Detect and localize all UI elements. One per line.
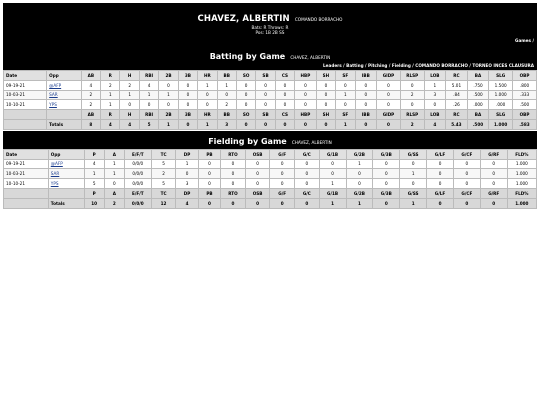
- table-cell: 3: [424, 90, 446, 100]
- fld-col-footer: G/CF: [453, 188, 480, 198]
- table-cell: 0: [427, 169, 454, 179]
- table-cell: 0: [400, 80, 424, 90]
- batting-table: [3, 70, 537, 130]
- table-cell: 1: [176, 159, 198, 169]
- table-cell: 0: [400, 179, 427, 189]
- table-cell: .333: [513, 90, 537, 100]
- bat-col-header: BA: [467, 71, 489, 81]
- table-cell: 0: [355, 90, 377, 100]
- opponent-link[interactable]: @AFP: [49, 82, 62, 88]
- table-cell: 0: [336, 100, 355, 110]
- table-cell: [47, 100, 82, 110]
- totals-cell: [4, 198, 49, 208]
- table-cell: 10-03-21: [4, 90, 47, 100]
- totals-cell: 4: [424, 119, 446, 129]
- totals-cell: 4: [120, 119, 139, 129]
- table-cell: 0: [295, 100, 317, 110]
- table-cell: 0: [178, 80, 197, 90]
- table-cell: 0: [139, 100, 158, 110]
- fld-col-header: PB: [198, 149, 220, 159]
- bat-col-header: RLSP: [400, 71, 424, 81]
- table-cell: 0: [275, 90, 294, 100]
- table-cell: 10-10-21: [4, 100, 47, 110]
- table-cell: 0: [400, 100, 424, 110]
- table-cell: [47, 80, 82, 90]
- table-cell: 10-03-21: [4, 169, 49, 179]
- totals-cell: 2: [400, 119, 424, 129]
- bat-col-header: 2B: [159, 71, 178, 81]
- fielding-title-bar: [3, 131, 537, 147]
- bat-col-header: SF: [336, 71, 355, 81]
- totals-cell: 0: [178, 119, 197, 129]
- table-cell: 5: [84, 179, 104, 189]
- fld-col-header: TC: [151, 149, 176, 159]
- table-cell: 1: [84, 169, 104, 179]
- table-cell: 0: [295, 80, 317, 90]
- totals-cell: 1.000: [507, 198, 536, 208]
- fld-col-footer: [4, 188, 49, 198]
- table-cell: [48, 179, 84, 189]
- fld-col-footer: DP: [176, 188, 198, 198]
- table-cell: 0: [245, 159, 270, 169]
- table-cell: .000: [467, 100, 489, 110]
- bat-col-footer: SLG: [489, 110, 513, 120]
- bat-col-footer: BB: [217, 110, 236, 120]
- table-cell: 1: [346, 159, 373, 169]
- totals-cell: 1: [400, 198, 427, 208]
- fld-col-header: G/LF: [427, 149, 454, 159]
- table-cell: 0: [159, 100, 178, 110]
- fld-col-footer: RTO: [221, 188, 246, 198]
- fld-col-header: G/1B: [319, 149, 346, 159]
- table-cell: 1: [400, 169, 427, 179]
- bat-col-header: IBB: [355, 71, 377, 81]
- totals-cell: 8: [81, 119, 100, 129]
- opponent-link[interactable]: YPS: [49, 102, 57, 108]
- bat-col-header: OBP: [513, 71, 537, 81]
- bat-col-header: Opp: [47, 71, 82, 81]
- table-cell: 1: [101, 100, 120, 110]
- totals-cell: 0: [275, 119, 294, 129]
- table-cell: 0: [256, 100, 275, 110]
- table-cell: 0: [427, 159, 454, 169]
- table-cell: 0: [198, 100, 217, 110]
- table-cell: 0: [159, 80, 178, 90]
- table-cell: 0: [270, 179, 295, 189]
- bat-col-footer: OBP: [513, 110, 537, 120]
- fld-col-header: FLD%: [507, 149, 536, 159]
- table-cell: 0: [275, 100, 294, 110]
- bat-footer-row: [4, 110, 537, 120]
- table-cell: 1.000: [507, 179, 536, 189]
- table-cell: 0: [245, 169, 270, 179]
- table-cell: 0: [221, 169, 246, 179]
- totals-cell: 0: [377, 119, 401, 129]
- bat-col-header: AB: [81, 71, 100, 81]
- table-cell: 0: [346, 169, 373, 179]
- fld-col-footer: G/2B: [346, 188, 373, 198]
- table-cell: 2: [400, 90, 424, 100]
- table-cell: 0: [176, 169, 198, 179]
- table-cell: .000: [489, 100, 513, 110]
- table-cell: 4: [84, 159, 104, 169]
- table-cell: 0: [427, 179, 454, 189]
- table-cell: 0: [424, 100, 446, 110]
- fld-col-header: G/2B: [346, 149, 373, 159]
- totals-cell: 0: [295, 119, 317, 129]
- table-cell: .500: [513, 100, 537, 110]
- table-cell: 0: [104, 179, 124, 189]
- table-cell: 4: [139, 80, 158, 90]
- page: [3, 3, 537, 209]
- totals-cell: 1: [319, 198, 346, 208]
- table-cell: 0: [316, 90, 335, 100]
- table-cell: 2: [151, 169, 176, 179]
- table-cell: 1: [319, 179, 346, 189]
- fld-col-footer: PB: [198, 188, 220, 198]
- fld-col-footer: G/F: [270, 188, 295, 198]
- bat-col-footer: HBP: [295, 110, 317, 120]
- table-cell: 1: [104, 159, 124, 169]
- table-cell: 0: [217, 90, 236, 100]
- totals-cell: 3: [217, 119, 236, 129]
- fld-col-footer: OSB: [245, 188, 270, 198]
- bat-col-footer: HR: [198, 110, 217, 120]
- table-cell: 0: [453, 179, 480, 189]
- bat-col-header: Date: [4, 71, 47, 81]
- table-cell: 0: [256, 90, 275, 100]
- fld-totals-row: [4, 198, 537, 208]
- table-cell: 0: [373, 169, 400, 179]
- table-cell: 0: [295, 90, 317, 100]
- bat-col-header: H: [120, 71, 139, 81]
- totals-cell: [4, 119, 47, 129]
- table-cell: 0: [198, 179, 220, 189]
- table-cell: 1: [424, 80, 446, 90]
- bat-col-header: LOB: [424, 71, 446, 81]
- totals-cell: 4: [176, 198, 198, 208]
- fld-col-header: Date: [4, 149, 49, 159]
- fielding-table: [3, 149, 537, 209]
- totals-cell: .583: [513, 119, 537, 129]
- bat-col-footer: [47, 110, 82, 120]
- table-cell: 3: [176, 179, 198, 189]
- fld-col-header: G/F: [270, 149, 295, 159]
- table-cell: 0: [316, 100, 335, 110]
- totals-cell: 0: [245, 198, 270, 208]
- table-cell: 0: [198, 159, 220, 169]
- bat-col-footer: [4, 110, 47, 120]
- fld-col-footer: E/F/T: [124, 188, 151, 198]
- table-cell: 1: [101, 90, 120, 100]
- bat-col-footer: SB: [256, 110, 275, 120]
- nav-breadcrumb[interactable]: Leaders / Batting / Pitching / Fielding / COMANDO BORRACHO / TORNEO INCES CLAUSURA: [3, 62, 537, 70]
- bat-col-header: GIDP: [377, 71, 401, 81]
- fld-col-header: DP: [176, 149, 198, 159]
- table-cell: [48, 159, 84, 169]
- fld-col-footer: A: [104, 188, 124, 198]
- table-cell: 0: [480, 179, 507, 189]
- bat-col-header: HBP: [295, 71, 317, 81]
- table-cell: .750: [467, 80, 489, 90]
- fld-col-header: G/CF: [453, 149, 480, 159]
- opponent-link[interactable]: @AFP: [50, 161, 63, 167]
- bat-totals-row: [4, 119, 537, 129]
- table-cell: 5.01: [446, 80, 468, 90]
- bat-col-header: SLG: [489, 71, 513, 81]
- table-cell: 0: [453, 169, 480, 179]
- bat-col-header: SH: [316, 71, 335, 81]
- fld-col-footer: G/LF: [427, 188, 454, 198]
- bat-col-footer: RC: [446, 110, 468, 120]
- table-cell: 0: [453, 159, 480, 169]
- table-row: [4, 100, 537, 110]
- table-cell: 0: [373, 159, 400, 169]
- fld-col-header: G/SS: [400, 149, 427, 159]
- table-cell: 1.500: [489, 80, 513, 90]
- totals-cell: 1: [159, 119, 178, 129]
- totals-cell: 0: [316, 119, 335, 129]
- fld-col-header: A: [104, 149, 124, 159]
- table-cell: 2: [81, 100, 100, 110]
- totals-cell: 0: [355, 119, 377, 129]
- bat-col-header: RBI: [139, 71, 158, 81]
- bat-col-footer: SF: [336, 110, 355, 120]
- table-cell: 0: [275, 80, 294, 90]
- table-cell: 0: [198, 90, 217, 100]
- bat-col-footer: BA: [467, 110, 489, 120]
- table-cell: 0: [355, 80, 377, 90]
- opponent-link[interactable]: SAR: [50, 171, 60, 177]
- table-cell: 0: [221, 159, 246, 169]
- fld-col-footer: G/1B: [319, 188, 346, 198]
- totals-cell: .500: [467, 119, 489, 129]
- table-cell: 10-10-21: [4, 179, 49, 189]
- totals-cell: 0: [236, 119, 255, 129]
- table-cell: 0: [346, 179, 373, 189]
- totals-cell: 1: [346, 198, 373, 208]
- fld-col-footer: G/C: [295, 188, 320, 198]
- table-cell: 1: [159, 90, 178, 100]
- bat-col-header: CS: [275, 71, 294, 81]
- batting-title: Batting by Game: [209, 52, 286, 61]
- table-cell: 2: [120, 80, 139, 90]
- table-cell: 0: [178, 100, 197, 110]
- fld-col-header: Opp: [48, 149, 84, 159]
- fielding-title: Fielding by Game: [208, 136, 287, 146]
- table-cell: 5: [151, 179, 176, 189]
- bat-col-header: HR: [198, 71, 217, 81]
- table-row: [4, 159, 537, 169]
- table-cell: 0: [245, 179, 270, 189]
- table-cell: 0: [270, 159, 295, 169]
- bat-col-footer: R: [101, 110, 120, 120]
- table-cell: 0: [373, 179, 400, 189]
- totals-cell: 0/0/0: [124, 198, 151, 208]
- totals-cell: 0: [427, 198, 454, 208]
- table-cell: 1: [198, 80, 217, 90]
- bat-col-header: R: [101, 71, 120, 81]
- bats-throws: Bats: R Throws: R: [251, 25, 289, 30]
- table-cell: 4: [81, 80, 100, 90]
- table-row: [4, 169, 537, 179]
- totals-cell: 2: [104, 198, 124, 208]
- bat-col-header: RC: [446, 71, 468, 81]
- table-cell: 09-19-21: [4, 159, 49, 169]
- table-cell: 0/0/0: [124, 159, 151, 169]
- totals-cell: 1: [336, 119, 355, 129]
- table-cell: .500: [467, 90, 489, 100]
- table-cell: 0: [236, 90, 255, 100]
- bat-col-footer: SH: [316, 110, 335, 120]
- table-cell: 5: [151, 159, 176, 169]
- batting-title-bar: [3, 46, 537, 62]
- positions: Pos: 1B 2B SS: [255, 30, 285, 35]
- table-cell: 2: [101, 80, 120, 90]
- player-name: CHAVEZ, ALBERTIN: [197, 14, 290, 24]
- table-cell: 0: [377, 100, 401, 110]
- totals-cell: 4: [101, 119, 120, 129]
- table-row: [4, 90, 537, 100]
- table-cell: 1.000: [507, 169, 536, 179]
- fld-footer-row: [4, 188, 537, 198]
- bat-col-footer: RBI: [139, 110, 158, 120]
- bat-col-footer: RLSP: [400, 110, 424, 120]
- fld-col-footer: [48, 188, 84, 198]
- fld-col-header: RTO: [221, 149, 246, 159]
- fld-col-header: E/F/T: [124, 149, 151, 159]
- table-cell: .800: [513, 80, 537, 90]
- batting-title-sub: CHAVEZ, ALBERTIN: [290, 55, 331, 60]
- bat-col-footer: AB: [81, 110, 100, 120]
- totals-cell: Totals: [48, 198, 84, 208]
- table-cell: 2: [81, 90, 100, 100]
- table-cell: 0: [236, 80, 255, 90]
- table-cell: 0: [178, 90, 197, 100]
- table-cell: .26: [446, 100, 468, 110]
- bat-col-header: BB: [217, 71, 236, 81]
- table-cell: .84: [446, 90, 468, 100]
- table-cell: 0: [377, 90, 401, 100]
- totals-cell: 0: [221, 198, 246, 208]
- fld-col-footer: P: [84, 188, 104, 198]
- table-cell: 0: [198, 169, 220, 179]
- table-cell: 1: [217, 80, 236, 90]
- totals-cell: 1: [198, 119, 217, 129]
- totals-cell: 0: [453, 198, 480, 208]
- table-cell: 0: [377, 80, 401, 90]
- table-cell: [48, 169, 84, 179]
- table-cell: 0: [480, 169, 507, 179]
- fld-col-footer: G/3B: [373, 188, 400, 198]
- table-cell: 0: [221, 179, 246, 189]
- bat-col-footer: SO: [236, 110, 255, 120]
- bat-col-footer: 3B: [178, 110, 197, 120]
- totals-cell: 5: [139, 119, 158, 129]
- table-cell: 0/0/0: [124, 179, 151, 189]
- fld-col-header: P: [84, 149, 104, 159]
- bat-col-header: SO: [236, 71, 255, 81]
- totals-cell: 12: [151, 198, 176, 208]
- table-cell: 0: [480, 159, 507, 169]
- table-cell: 2: [217, 100, 236, 110]
- totals-cell: 0: [270, 198, 295, 208]
- table-cell: 1: [104, 169, 124, 179]
- bat-col-footer: IBB: [355, 110, 377, 120]
- table-cell: 0: [295, 179, 320, 189]
- fld-col-header: G/3B: [373, 149, 400, 159]
- table-cell: 1: [120, 90, 139, 100]
- fld-col-footer: G/SS: [400, 188, 427, 198]
- totals-cell: 5.43: [446, 119, 468, 129]
- table-cell: 0: [256, 80, 275, 90]
- totals-cell: 0: [295, 198, 320, 208]
- table-cell: 0: [120, 100, 139, 110]
- table-cell: 0: [319, 169, 346, 179]
- table-row: [4, 80, 537, 90]
- table-cell: 0: [236, 100, 255, 110]
- fld-col-footer: FLD%: [507, 188, 536, 198]
- table-cell: [47, 90, 82, 100]
- table-cell: 0: [400, 159, 427, 169]
- table-cell: 09-19-21: [4, 80, 47, 90]
- totals-cell: 0: [373, 198, 400, 208]
- bat-col-header: 3B: [178, 71, 197, 81]
- table-cell: 0: [295, 169, 320, 179]
- bat-col-header: SB: [256, 71, 275, 81]
- bat-col-footer: LOB: [424, 110, 446, 120]
- fld-col-footer: TC: [151, 188, 176, 198]
- table-cell: 1: [139, 90, 158, 100]
- fld-col-header: G/C: [295, 149, 320, 159]
- fld-col-header: G/RF: [480, 149, 507, 159]
- totals-cell: 0: [256, 119, 275, 129]
- table-cell: 0: [355, 100, 377, 110]
- table-cell: 0: [336, 80, 355, 90]
- fld-col-footer: G/RF: [480, 188, 507, 198]
- opponent-link[interactable]: YPS: [50, 181, 59, 187]
- bat-col-footer: H: [120, 110, 139, 120]
- table-cell: 1.000: [489, 90, 513, 100]
- team-name: COMANDO BORRACHO: [294, 17, 343, 22]
- table-cell: 1: [336, 90, 355, 100]
- table-cell: 0: [270, 169, 295, 179]
- totals-cell: 1.000: [489, 119, 513, 129]
- bat-col-footer: CS: [275, 110, 294, 120]
- table-cell: 0: [319, 159, 346, 169]
- fielding-title-sub: CHAVEZ, ALBERTIN: [291, 139, 332, 145]
- table-cell: 0: [316, 80, 335, 90]
- player-header: [3, 3, 537, 36]
- totals-cell: 0: [480, 198, 507, 208]
- table-cell: 1.000: [507, 159, 536, 169]
- games-link[interactable]: Games /: [3, 36, 537, 46]
- bat-col-footer: 2B: [159, 110, 178, 120]
- bat-col-footer: GIDP: [377, 110, 401, 120]
- totals-cell: 0: [198, 198, 220, 208]
- totals-cell: 10: [84, 198, 104, 208]
- table-cell: 0/0/0: [124, 169, 151, 179]
- table-row: [4, 179, 537, 189]
- totals-cell: Totals: [47, 119, 82, 129]
- opponent-link[interactable]: SAR: [49, 92, 58, 98]
- fld-col-header: OSB: [245, 149, 270, 159]
- table-cell: 0: [295, 159, 320, 169]
